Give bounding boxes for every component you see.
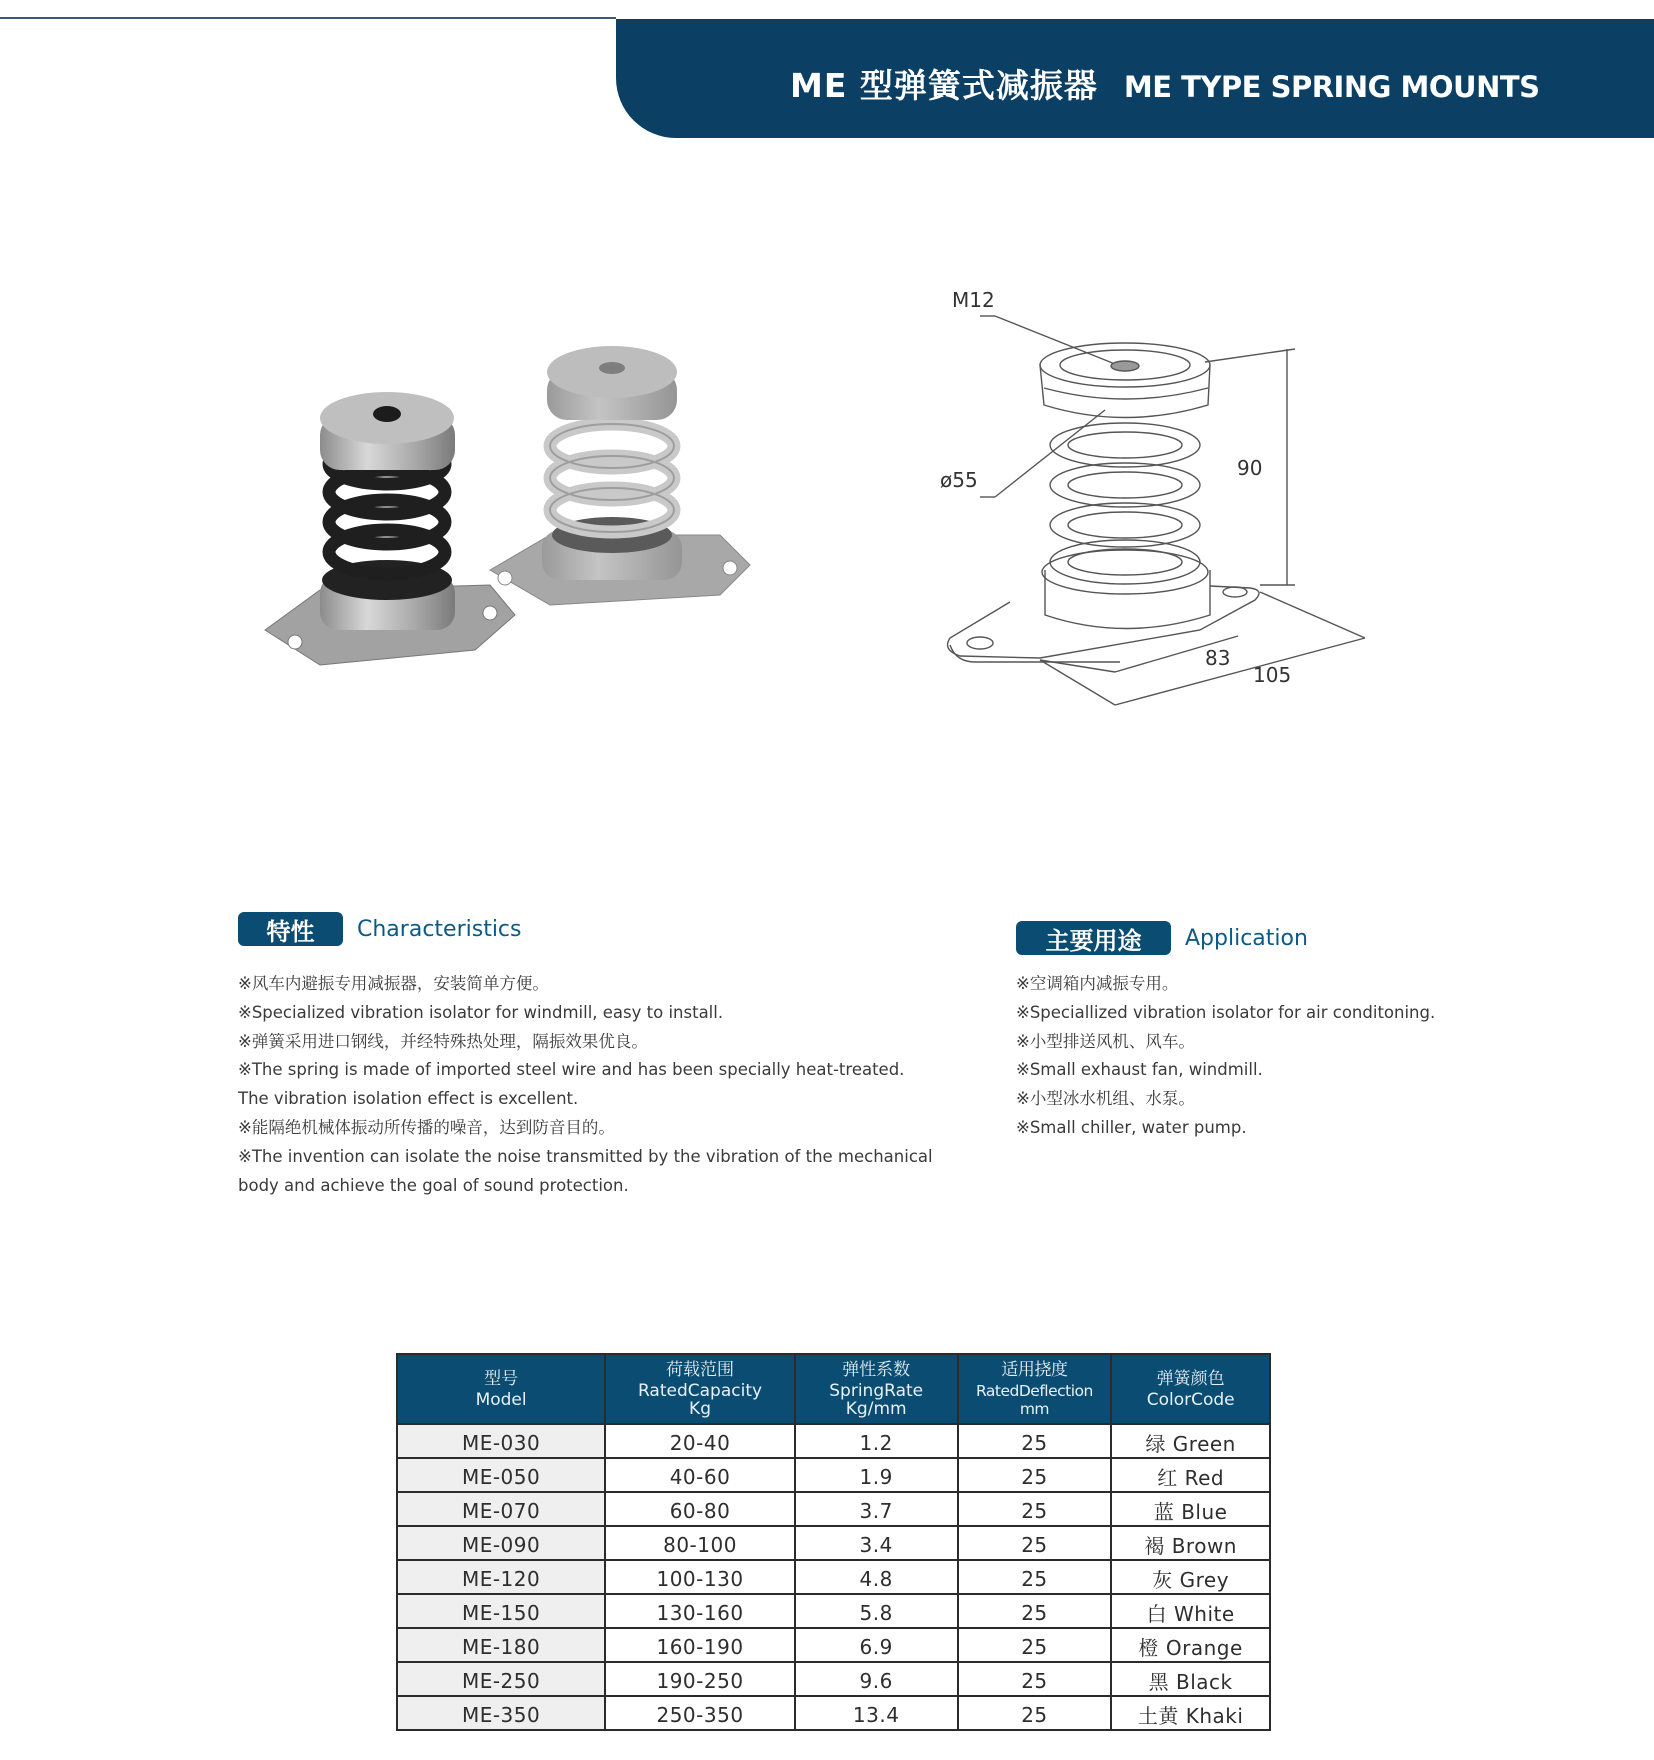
list-item: ※Specialized vibration isolator for windmill, easy to install. — [238, 1002, 724, 1022]
page-title — [790, 60, 1540, 110]
cell-capacity: 20-40 — [605, 1424, 795, 1458]
cell-rate: 3.4 — [795, 1526, 958, 1560]
cell-rate: 1.9 — [795, 1458, 958, 1492]
cell-rate: 6.9 — [795, 1628, 958, 1662]
header-capacity: 荷载范围 RatedCapacity Kg — [605, 1354, 795, 1424]
page-title-zh: ME 型弹簧式减振器 — [790, 66, 1098, 105]
cell-rate: 5.8 — [795, 1594, 958, 1628]
cell-capacity: 100-130 — [605, 1560, 795, 1594]
cell-deflection: 25 — [958, 1424, 1112, 1458]
cell-color: 橙 Orange — [1111, 1628, 1270, 1662]
cell-deflection: 25 — [958, 1594, 1112, 1628]
list-item: ※弹簧采用进口钢线，并经特殊热处理，隔振效果优良。 — [238, 1031, 648, 1051]
cell-color: 白 White — [1111, 1594, 1270, 1628]
list-item: ※小型冰水机组、水泵。 — [1016, 1089, 1195, 1109]
cell-capacity: 250-350 — [605, 1696, 795, 1730]
table-row — [397, 1662, 1270, 1696]
application-list — [1016, 970, 1435, 1143]
cell-deflection: 25 — [958, 1628, 1112, 1662]
table-row — [397, 1594, 1270, 1628]
list-item: body and achieve the goal of sound protection. — [238, 1175, 629, 1195]
cell-rate: 13.4 — [795, 1696, 958, 1730]
characteristics-header — [238, 912, 521, 946]
list-item: ※The invention can isolate the noise transmitted by the vibration of the mechanical — [238, 1146, 933, 1166]
hole-spacing-label: 83 — [1205, 646, 1231, 670]
list-item: ※风车内避振专用减振器，安装简单方便。 — [238, 974, 549, 993]
table-header-row — [397, 1354, 1270, 1424]
cell-model: ME-050 — [397, 1458, 605, 1492]
cell-deflection: 25 — [958, 1560, 1112, 1594]
thread-label: M12 — [952, 288, 995, 312]
header-rule — [0, 17, 616, 19]
cell-color: 灰 Grey — [1111, 1560, 1270, 1594]
header-spring-rate: 弹性系数 SpringRate Kg/mm — [795, 1354, 958, 1424]
header-model: 型号 Model — [397, 1354, 605, 1424]
cell-capacity: 130-160 — [605, 1594, 795, 1628]
table-row — [397, 1560, 1270, 1594]
table-row — [397, 1628, 1270, 1662]
table-row — [397, 1424, 1270, 1458]
cell-deflection: 25 — [958, 1458, 1112, 1492]
list-item: ※Speciallized vibration isolator for air conditoning. — [1016, 1002, 1436, 1022]
cell-color: 褐 Brown — [1111, 1526, 1270, 1560]
cell-rate: 4.8 — [795, 1560, 958, 1594]
cell-capacity: 80-100 — [605, 1526, 795, 1560]
cell-capacity: 190-250 — [605, 1662, 795, 1696]
list-item: ※Small chiller, water pump. — [1016, 1117, 1247, 1137]
cell-rate: 3.7 — [795, 1492, 958, 1526]
header-deflection: 适用挠度 RatedDeflection mm — [958, 1354, 1112, 1424]
cell-rate: 1.2 — [795, 1424, 958, 1458]
cell-model: ME-350 — [397, 1696, 605, 1730]
cell-deflection: 25 — [958, 1696, 1112, 1730]
cell-model: ME-120 — [397, 1560, 605, 1594]
cell-capacity: 160-190 — [605, 1628, 795, 1662]
characteristics-title: Characteristics — [357, 916, 522, 942]
spec-table — [396, 1353, 1271, 1731]
product-photo — [250, 330, 770, 690]
cell-deflection: 25 — [958, 1492, 1112, 1526]
cell-deflection: 25 — [958, 1662, 1112, 1696]
list-item: ※小型排送风机、风车。 — [1016, 1031, 1195, 1051]
height-label: 90 — [1237, 456, 1263, 480]
base-length-label: 105 — [1253, 663, 1292, 687]
table-row — [397, 1492, 1270, 1526]
list-item: ※Small exhaust fan, windmill. — [1016, 1060, 1263, 1080]
cell-color: 土黄 Khaki — [1111, 1696, 1270, 1730]
cell-model: ME-250 — [397, 1662, 605, 1696]
application-title: Application — [1185, 925, 1308, 951]
table-row — [397, 1526, 1270, 1560]
cell-model: ME-070 — [397, 1492, 605, 1526]
steel-mount — [265, 392, 515, 665]
cell-color: 蓝 Blue — [1111, 1492, 1270, 1526]
list-item: ※The spring is made of imported steel wire and has been specially heat-treated. — [238, 1060, 905, 1080]
cell-model: ME-150 — [397, 1594, 605, 1628]
cell-model: ME-090 — [397, 1526, 605, 1560]
cell-color: 红 Red — [1111, 1458, 1270, 1492]
application-header — [1016, 921, 1308, 955]
page-title-en: ME TYPE SPRING MOUNTS — [1123, 70, 1540, 104]
diameter-label: ø55 — [940, 468, 978, 492]
table-row — [397, 1696, 1270, 1730]
dimension-drawing — [920, 270, 1380, 710]
header-color-code: 弹簧颜色 ColorCode — [1111, 1354, 1270, 1424]
characteristics-badge: 特性 — [238, 912, 343, 946]
characteristics-list — [238, 970, 933, 1200]
application-badge: 主要用途 — [1016, 921, 1171, 955]
cell-rate: 9.6 — [795, 1662, 958, 1696]
cell-model: ME-180 — [397, 1628, 605, 1662]
list-item: ※能隔绝机械体振动所传播的噪音，达到防音目的。 — [238, 1117, 615, 1137]
cell-color: 绿 Green — [1111, 1424, 1270, 1458]
cell-capacity: 60-80 — [605, 1492, 795, 1526]
list-item: ※空调箱内减振专用。 — [1016, 974, 1179, 993]
cell-color: 黑 Black — [1111, 1662, 1270, 1696]
table-row — [397, 1458, 1270, 1492]
cell-capacity: 40-60 — [605, 1458, 795, 1492]
cell-model: ME-030 — [397, 1424, 605, 1458]
grey-mount — [490, 346, 750, 605]
cell-deflection: 25 — [958, 1526, 1112, 1560]
list-item: The vibration isolation effect is excellent. — [238, 1089, 579, 1109]
